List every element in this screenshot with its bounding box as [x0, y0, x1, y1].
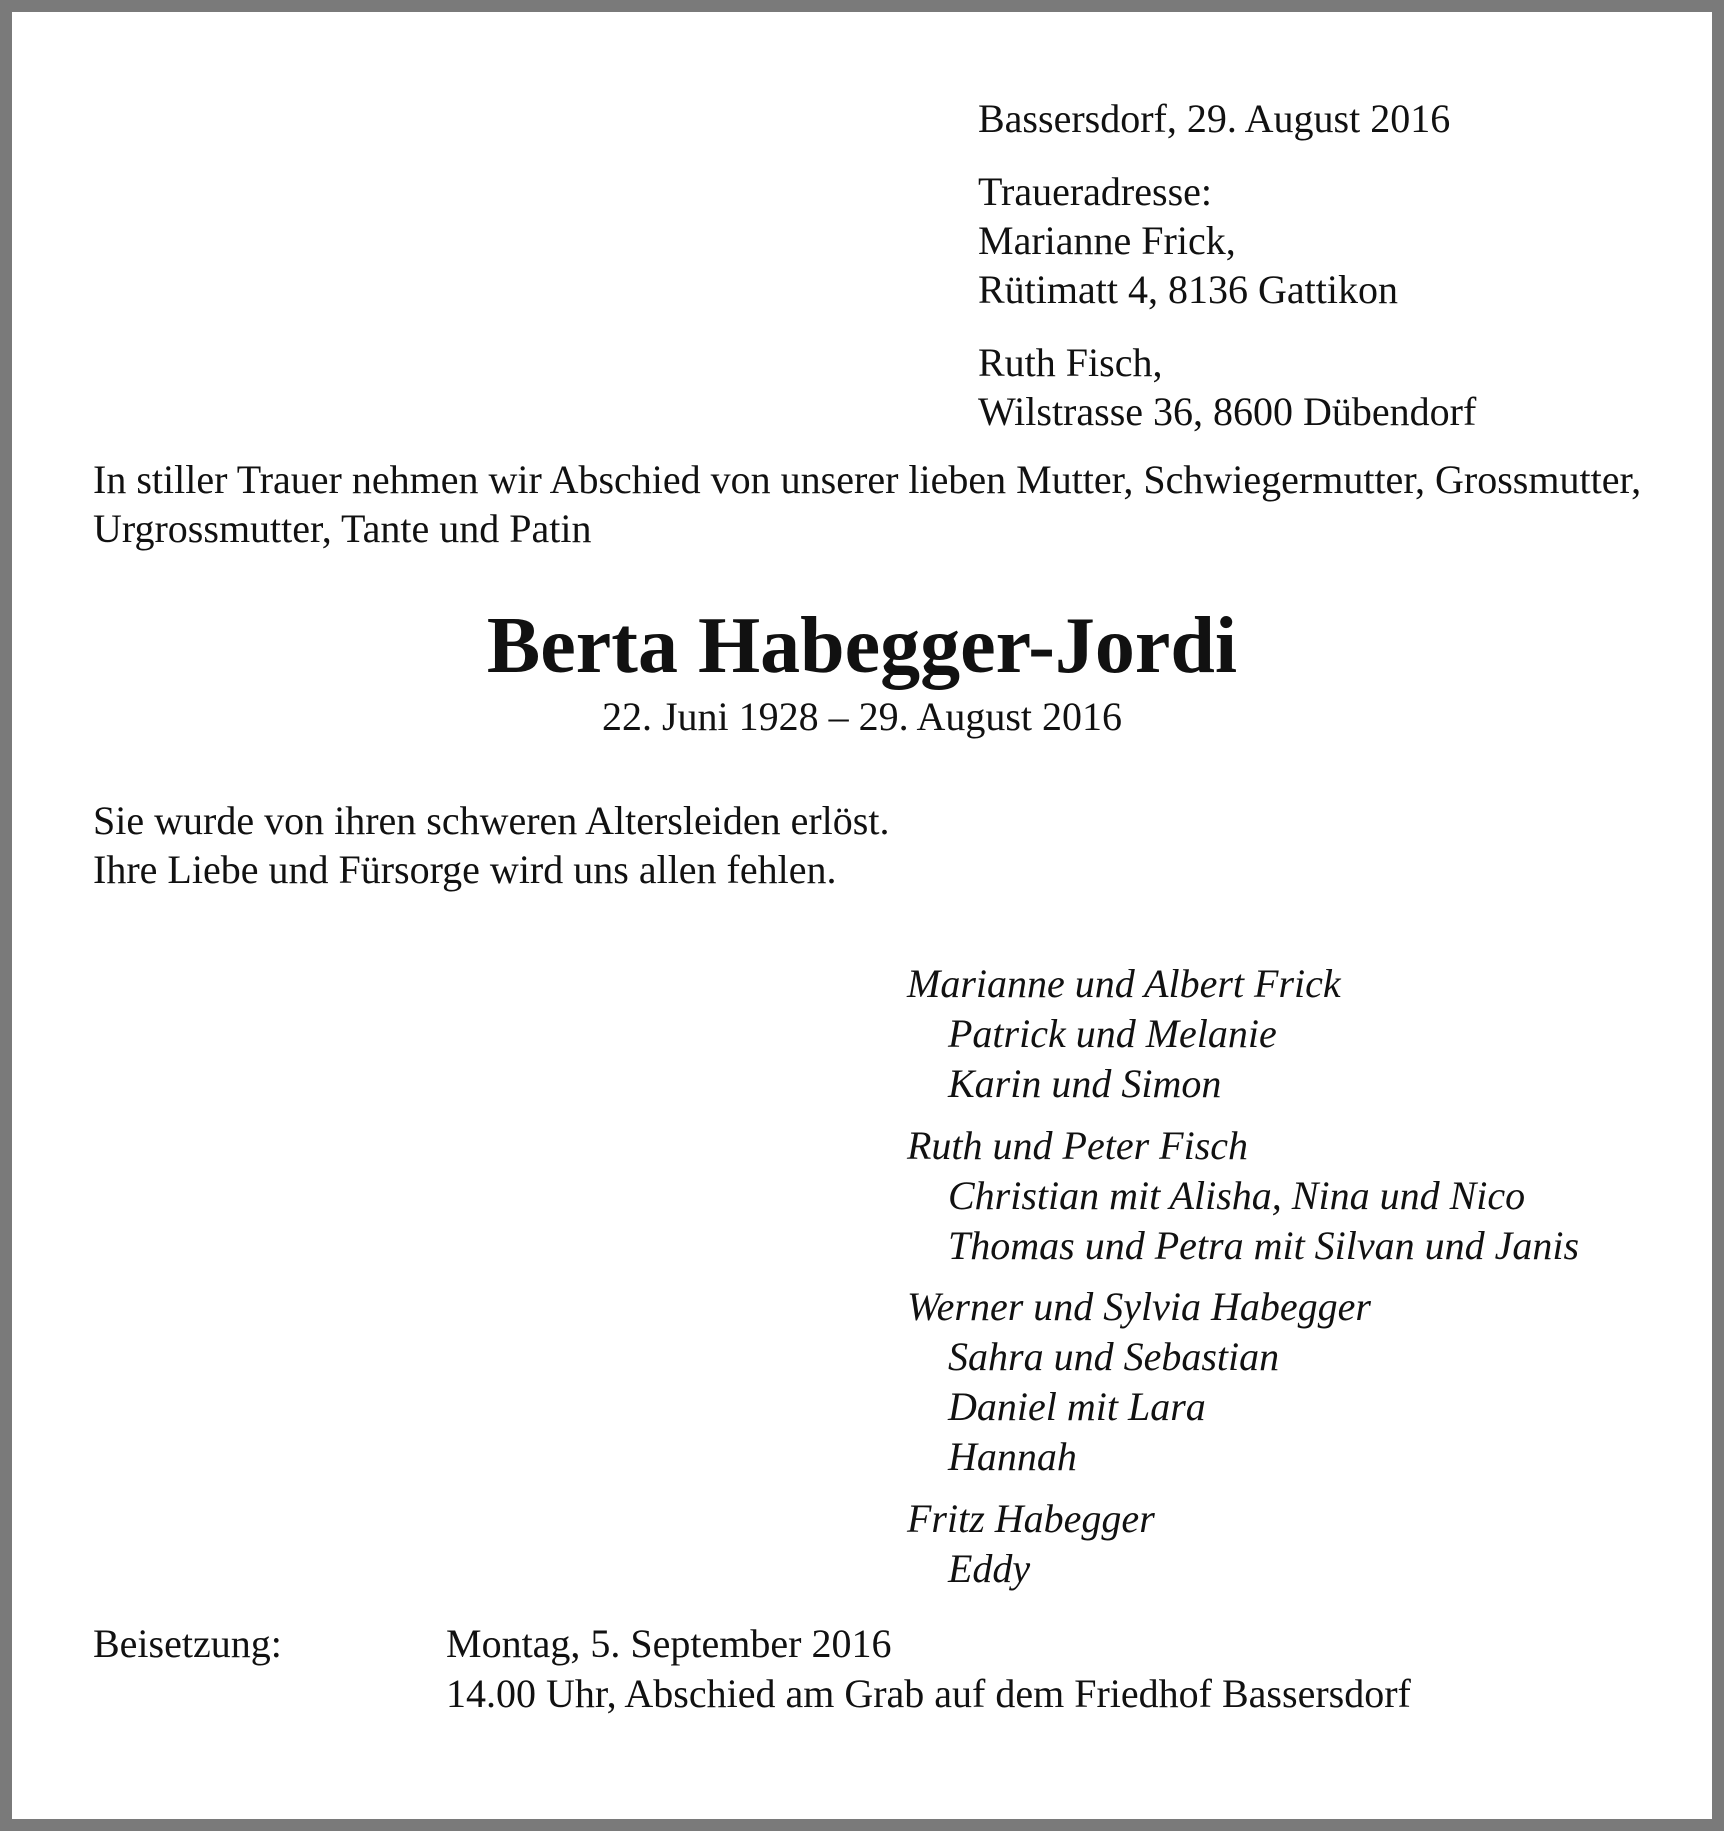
- deceased-name: Berta Habegger-Jordi: [486, 602, 1238, 690]
- burial-label: Beisetzung:: [93, 1621, 282, 1666]
- family-member: Thomas und Petra mit Silvan und Janis: [948, 1223, 1580, 1268]
- family-main: Fritz Habegger: [907, 1496, 1155, 1541]
- burial-details: 14.00 Uhr, Abschied am Grab auf dem Friedhof Bassersdorf: [446, 1671, 1411, 1716]
- family-member: Patrick und Melanie: [948, 1011, 1277, 1056]
- family-member: Eddy: [948, 1546, 1031, 1591]
- address-label: Traueradresse:: [978, 169, 1213, 214]
- obituary-page: [12, 12, 1712, 1819]
- family-member: Hannah: [948, 1434, 1077, 1479]
- text-line-1: Sie wurde von ihren schweren Altersleiden erlöst.: [93, 798, 890, 843]
- family-member: Daniel mit Lara: [948, 1384, 1206, 1429]
- family-main: Ruth und Peter Fisch: [907, 1123, 1249, 1168]
- family-member: Christian mit Alisha, Nina und Nico: [948, 1173, 1526, 1218]
- burial-date: Montag, 5. September 2016: [446, 1621, 892, 1666]
- address-1-street: Rütimatt 4, 8136 Gattikon: [978, 267, 1398, 312]
- family-member: Sahra und Sebastian: [948, 1334, 1280, 1379]
- intro-line-1: In stiller Trauer nehmen wir Abschied von unserer lieben Mutter, Schwiegermutter, Grossmutter,: [93, 457, 1642, 502]
- family-main: Marianne und Albert Frick: [907, 961, 1341, 1006]
- life-dates: 22. Juni 1928 – 29. August 2016: [601, 694, 1123, 739]
- family-member: Karin und Simon: [948, 1061, 1222, 1106]
- text-line-2: Ihre Liebe und Fürsorge wird uns allen fehlen.: [93, 847, 837, 892]
- address-1-name: Marianne Frick,: [978, 218, 1236, 263]
- address-2-name: Ruth Fisch,: [978, 340, 1163, 385]
- intro-line-2: Urgrossmutter, Tante und Patin: [93, 506, 592, 551]
- family-main: Werner und Sylvia Habegger: [907, 1284, 1371, 1329]
- address-2-street: Wilstrasse 36, 8600 Dübendorf: [978, 389, 1477, 434]
- place-date: Bassersdorf, 29. August 2016: [978, 96, 1451, 141]
